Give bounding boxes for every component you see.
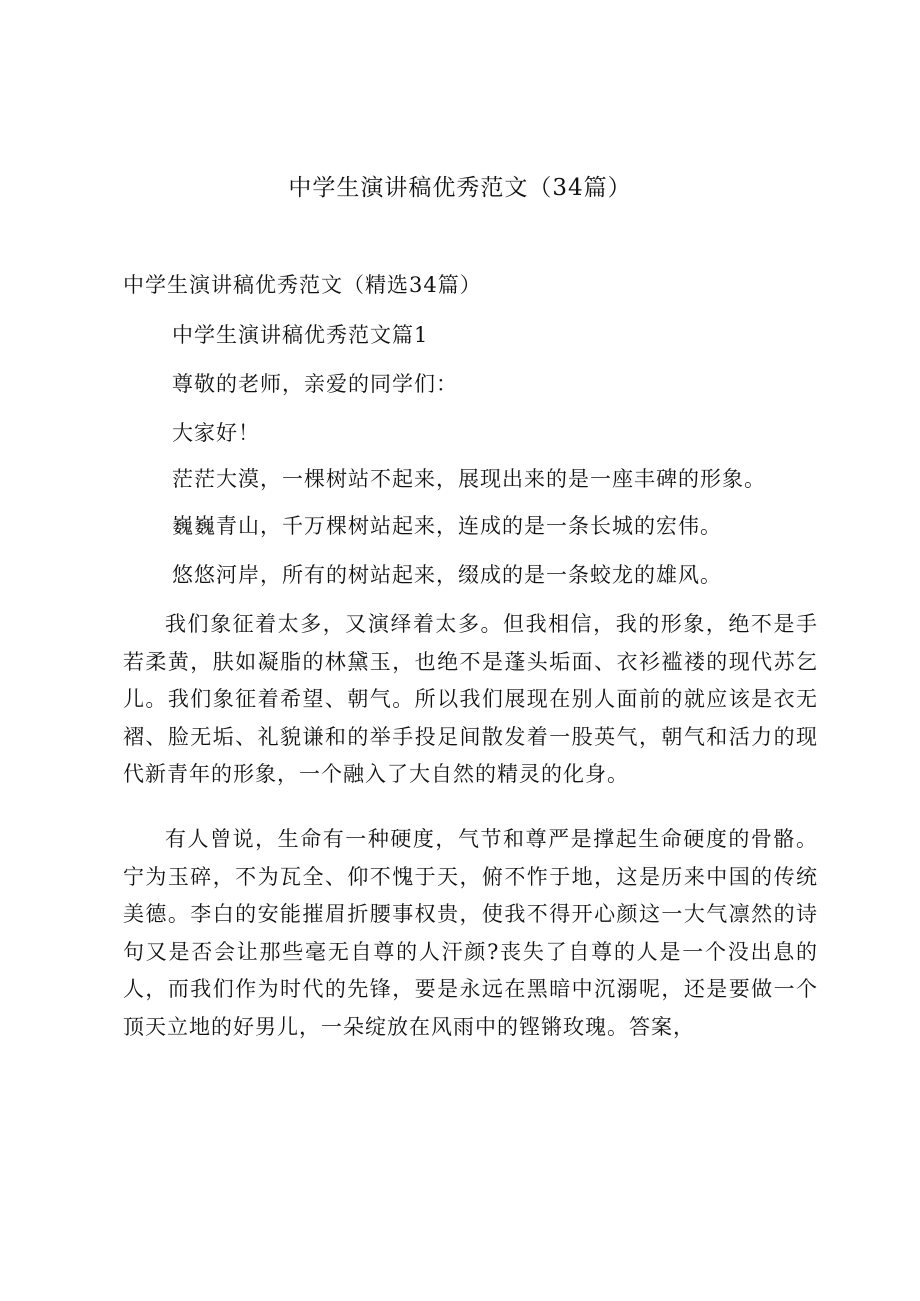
body-paragraph: 有人曾说，生命有一种硬度，气节和尊严是撑起生命硬度的骨骼。宁为玉碎，不为瓦全、仰不愧于天，俯不怍于地，这是历来中国的传统美德。李白的安能摧眉折腰事权贵，使我不得开心颜这一大气凛然的诗句又是否会让那些毫无自尊的人汗颜?丧失了自尊的人是一个没出息的人，而我们作为时代的先锋，要是永远在黑暗中沉溺呢，还是要做一个顶天立地的好男儿，一朵绽放在风雨中的铿锵玫瑰。答案， — [123, 827, 818, 1039]
text-line: 悠悠河岸，所有的树站起来，缀成的是一条蛟龙的雄风。 — [172, 563, 722, 587]
document-title: 中学生演讲稿优秀范文（34篇） — [288, 175, 632, 201]
document-subtitle: 中学生演讲稿优秀范文（精选34篇） — [123, 273, 482, 297]
greeting-line: 尊敬的老师，亲爱的同学们： — [172, 372, 458, 396]
section-heading: 中学生演讲稿优秀范文篇1 — [172, 323, 429, 347]
text-line: 巍巍青山，千万棵树站起来，连成的是一条长城的宏伟。 — [172, 514, 722, 538]
hello-line: 大家好！ — [172, 421, 260, 445]
text-line: 茫茫大漠，一棵树站不起来，展现出来的是一座丰碑的形象。 — [172, 467, 766, 491]
body-paragraph: 我们象征着太多，又演绎着太多。但我相信，我的形象，绝不是手若柔黄，肤如凝脂的林黛玉，也绝不是蓬头垢面、衣衫褴褛的现代苏乞儿。我们象征着希望、朝气。所以我们展现在别人面前的就应该是衣无褶、脸无垢、礼貌谦和的举手投足间散发着一股英气，朝气和活力的现代新青年的形象，一个融入了大自然的精灵的化身。 — [123, 612, 818, 787]
